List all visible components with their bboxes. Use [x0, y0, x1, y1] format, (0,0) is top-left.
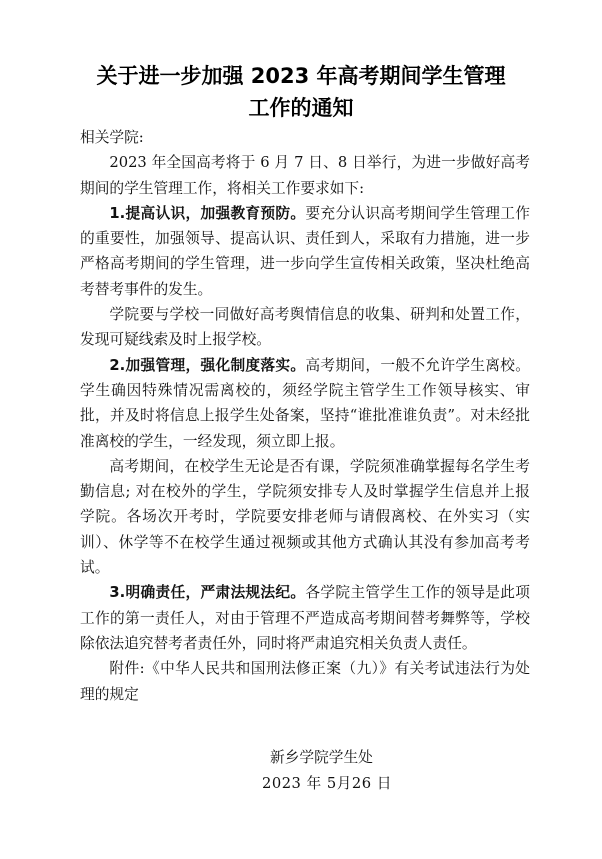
document-title-line-2: 工作的通知: [248, 96, 354, 120]
section-1-heading: 1.提高认识，加强教育预防。: [109, 204, 306, 222]
section-3-text: 各学院主管学生工作的领导是此项工作的第一责任人，对由于管理不严造成高考期间替考舞弊等，学校除依法追究替考者责任外，同时将严肃追究相关负责人责任。: [80, 584, 530, 652]
signature-date: 2023 年 5月26 日: [262, 775, 392, 792]
document-title-line-1: 关于进一步加强 2023 年高考期间学生管理: [96, 64, 506, 88]
section-1-text: 要充分认识高考期间学生管理工作的重要性，加强领导、提高认识、责任到人，采取有力措施，进一步严格高考期间的学生管理，进一步向学生宣传相关政策，坚决杜绝高考替考事件的发生。: [80, 204, 530, 298]
section-1-paragraph-2: 学院要与学校一同做好高考舆情信息的收集、研判和处置工作，发现可疑线索及时上报学校。: [80, 306, 530, 349]
section-2-paragraph-2: 高考期间，在校学生无论是否有课，学院须准确掌握每名学生考勤信息; 对在校外的学生，学院须安排专人及时掌握学生信息并上报学院。各场次开考时，学院要安排老师与请假离校、在外实习（实训）、休学等不在校学生通过视频或其他方式确认其没有参加高考考试。: [80, 457, 530, 577]
intro-paragraph: 2023 年全国高考将于 6 月 7 日、8 日举行，为进一步做好高考期间的学生管理工作，将相关工作要求如下:: [80, 154, 530, 197]
section-2-heading: 2.加强管理，强化制度落实。: [109, 356, 306, 374]
attachment-note: 附件:《中华人民共和国刑法修正案（九）》有关考试违法行为处理的规定: [80, 660, 530, 703]
section-3-heading: 3.明确责任，严肃法规法纪。: [109, 584, 306, 602]
signature-organization: 新乡学院学生处: [270, 749, 373, 766]
section-1-paragraph: [80, 201, 530, 302]
section-3-paragraph: [80, 580, 530, 656]
salutation: 相关学院:: [80, 129, 144, 146]
document-body: [80, 125, 530, 707]
section-2-text: 高考期间，一般不允许学生离校。学生确因特殊情况需离校的，须经学院主管学生工作领导核实、审批，并及时将信息上报学生处备案，坚持“谁批准谁负责”。对未经批准离校的学生，一经发现，须立即上报。: [80, 356, 530, 450]
section-2-paragraph: [80, 353, 530, 454]
